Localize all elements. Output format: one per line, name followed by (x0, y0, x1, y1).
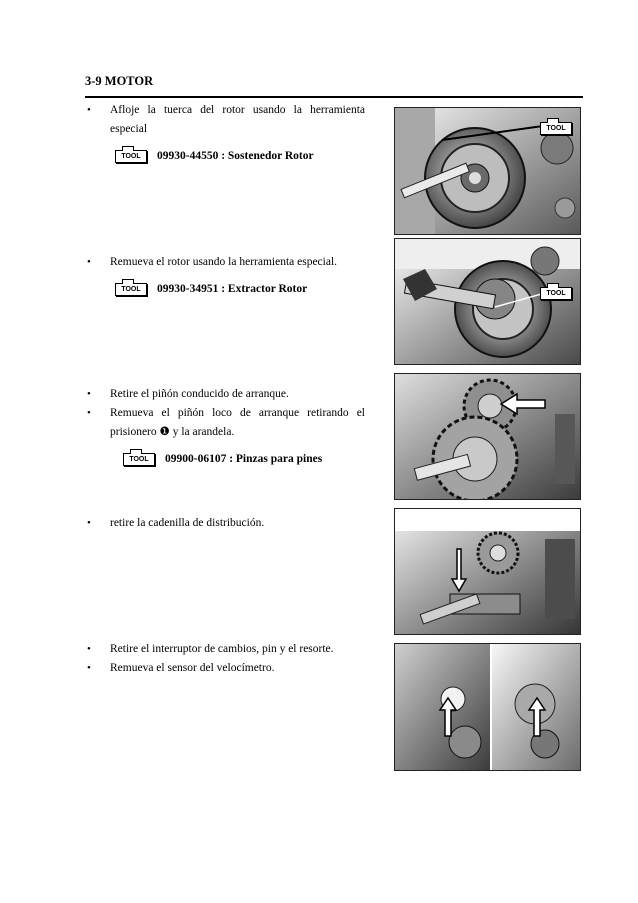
header-rule (85, 96, 583, 98)
bullet-item (85, 101, 365, 139)
bullet-icon: • (87, 256, 91, 268)
bullet-icon: • (87, 643, 91, 655)
bullet-item (85, 659, 365, 678)
tool-icon: TOOL (115, 150, 147, 163)
tool-reference (123, 450, 365, 470)
instruction-text: Remueva el sensor del velocímetro. (110, 662, 275, 674)
bullet-icon: • (87, 407, 91, 419)
photo-starter-gears (394, 373, 581, 500)
bullet-icon: • (87, 517, 91, 529)
tool-icon: TOOL (540, 122, 572, 135)
tool-icon: TOOL (115, 283, 147, 296)
photo-rotor-holder (394, 107, 581, 235)
instruction-text: Retire el interruptor de cambios, pin y el resorte. (110, 643, 334, 655)
tool-reference (115, 280, 365, 300)
step-3 (85, 385, 365, 470)
photo-rotor-puller (394, 238, 581, 365)
step-1 (85, 101, 365, 167)
bullet-item (85, 640, 365, 659)
bullet-icon: • (87, 662, 91, 674)
tool-icon: TOOL (123, 453, 155, 466)
instruction-text: Retire el piñón conducido de arranque. (110, 388, 289, 400)
tool-icon: TOOL (540, 287, 572, 300)
photo-gear-switch (394, 643, 581, 771)
bullet-item (85, 385, 365, 404)
bullet-item (85, 514, 365, 533)
instruction-text: Remueva el rotor usando la herramienta especial. (110, 256, 338, 268)
tool-code: 09930-34951 : Extractor Rotor (157, 283, 308, 295)
instruction-text: Remueva el piñón loco de arranque retirando el prisionero ❶ y la arandela. (110, 407, 365, 438)
step-4 (85, 514, 365, 533)
step-5 (85, 640, 365, 678)
photo-timing-chain (394, 508, 581, 635)
bullet-item (85, 253, 365, 272)
page-header: 3-9 MOTOR (85, 74, 154, 88)
tool-code: 09930-44550 : Sostenedor Rotor (157, 150, 314, 162)
bullet-item (85, 404, 365, 442)
instruction-text: Afloje la tuerca del rotor usando la herramienta especial (110, 104, 365, 135)
bullet-icon: • (87, 104, 91, 116)
bullet-icon: • (87, 388, 91, 400)
tool-reference (115, 147, 365, 167)
tool-code: 09900-06107 : Pinzas para pines (165, 453, 323, 465)
step-2 (85, 253, 365, 300)
instruction-text: retire la cadenilla de distribución. (110, 517, 265, 529)
